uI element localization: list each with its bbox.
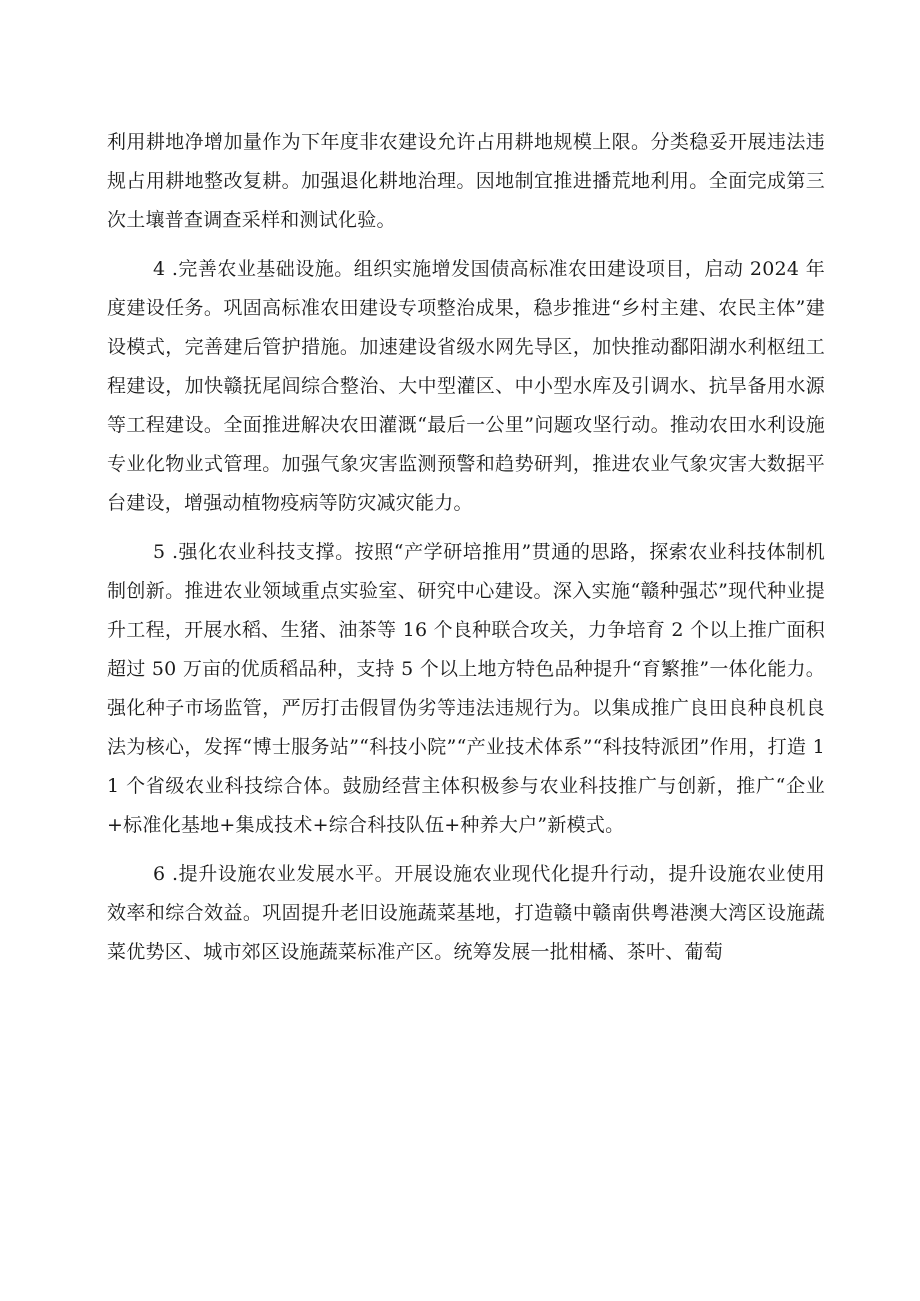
paragraph-item-4: 4 .完善农业基础设施。组织实施增发国债高标准农田建设项目，启动 2024 年度建设任务。巩固高标准农田建设专项整治成果，稳步推进“乡村主建、农民主体”建设模式，完善建后管护措施。加速建设省级水网先导区，加快推动鄱阳湖水利枢纽工程建设，加快赣抚尾闾综合整治、大中型灌区、中小型水库及引调水、抗旱备用水源等工程建设。全面推进解决农田灌溉“最后一公里”问题攻坚行动。推动农田水利设施专业化物业式管理。加强气象灾害监测预警和趋势研判，推进农业气象灾害大数据平台建设，增强动植物疫病等防灾减灾能力。 xyxy=(107,258,825,514)
paragraph-item-6: 6 .提升设施农业发展水平。开展设施农业现代化提升行动，提升设施农业使用效率和综合效益。巩固提升老旧设施蔬菜基地，打造赣中赣南供粤港澳大湾区设施蔬菜优势区、城市郊区设施蔬菜标准产区。统筹发展一批柑橘、茶叶、葡萄 xyxy=(107,863,825,963)
paragraph-item-5: 5 .强化农业科技支撑。按照“产学研培推用”贯通的思路，探索农业科技体制机制创新。推进农业领域重点实验室、研究中心建设。深入实施“赣种强芯”现代种业提升工程，开展水稻、生猪、油茶等 16 个良种联合攻关，力争培育 2 个以上推广面积超过 50 万亩的优质稻品种，支持 5 个以上地方特色品种提升“育繁推”一体化能力。强化种子市场监管，严厉打击假冒伪劣等违法违规行为。以集成推广良田良种良机良法为核心，发挥“博士服务站”“科技小院”“产业技术体系”“科技特派团”作用，打造 11 个省级农业科技综合体。鼓励经营主体积极参与农业科技推广与创新，推广“企业+标准化基地+集成技术+综合科技队伍+种养大户”新模式。 xyxy=(107,541,825,836)
paragraph-continuation: 利用耕地净增加量作为下年度非农建设允许占用耕地规模上限。分类稳妥开展违法违规占用耕地整改复耕。加强退化耕地治理。因地制宜推进播荒地利用。全面完成第三次土壤普查调查采样和测试化验。 xyxy=(107,131,825,231)
document-body xyxy=(107,123,825,972)
